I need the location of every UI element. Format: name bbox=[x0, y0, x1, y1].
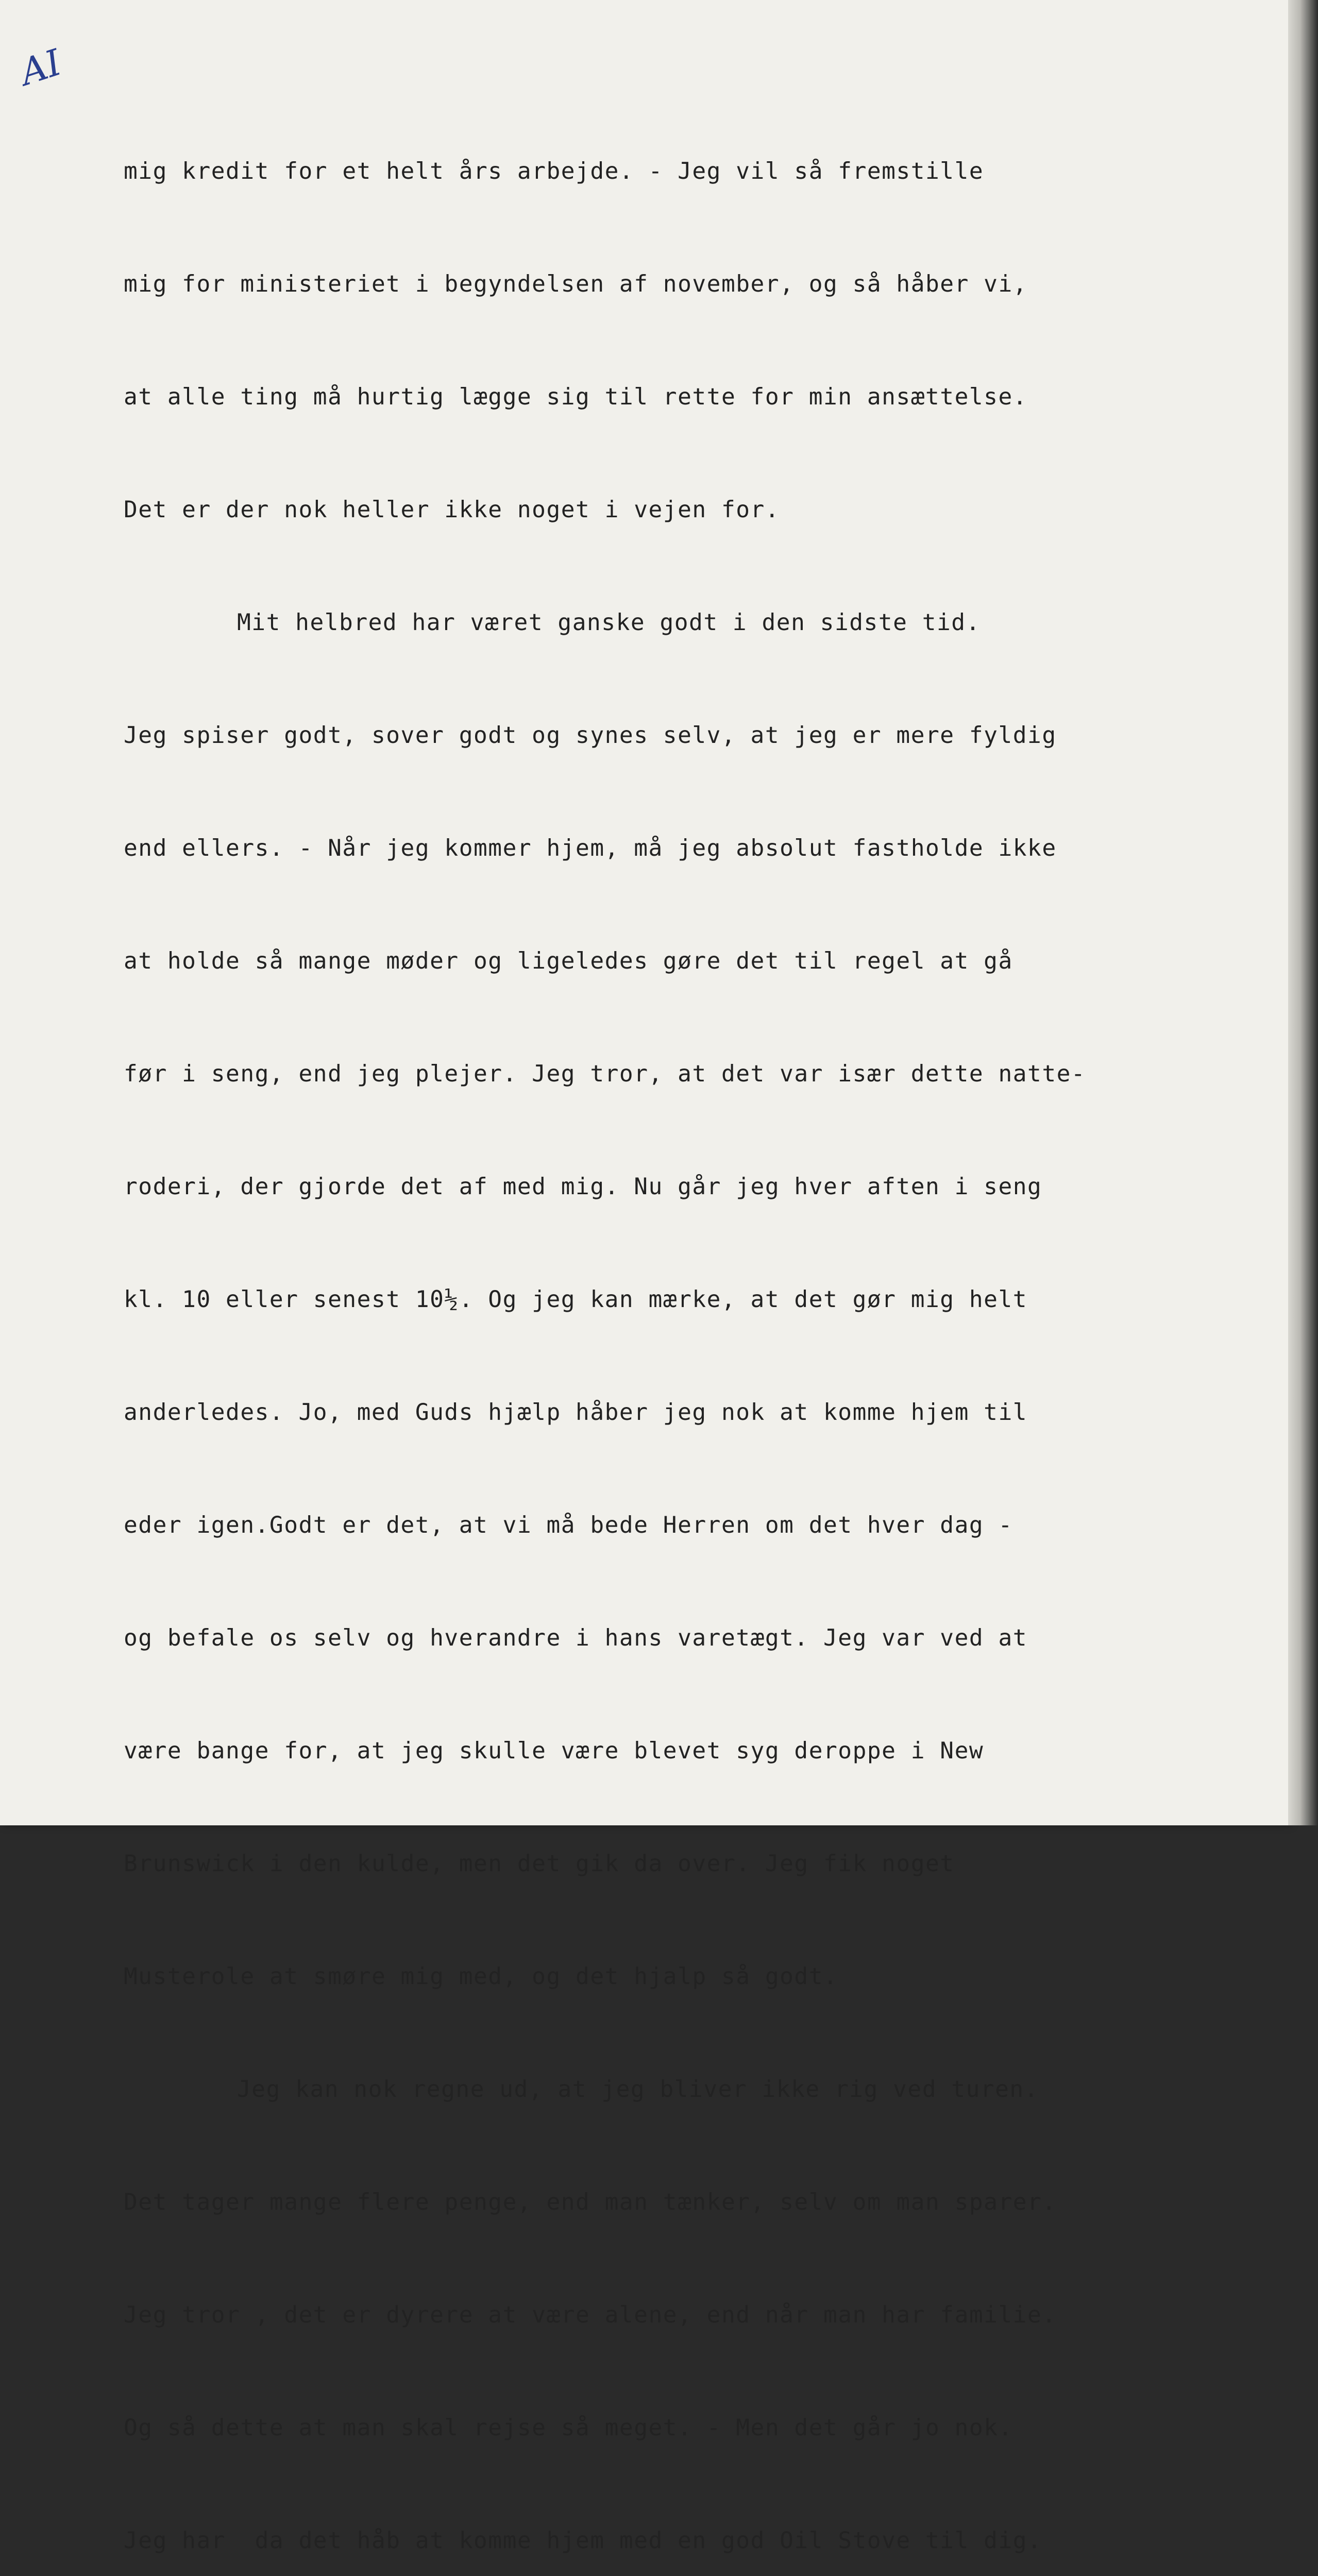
letter-line: anderledes. Jo, med Guds hjælp håber jeg nok at komme hjem til bbox=[124, 1399, 1028, 1426]
letter-line: Mit helbred har været ganske godt i den sidste tid. bbox=[237, 609, 981, 636]
letter-line: mig for ministeriet i begyndelsen af november, og så håber vi, bbox=[124, 271, 1028, 297]
letter-line: før i seng, end jeg plejer. Jeg tror, at det var især dette natte- bbox=[124, 1061, 1086, 1087]
letter-line: eder igen.Godt er det, at vi må bede Herren om det hver dag - bbox=[124, 1512, 1013, 1538]
letter-line: mig kredit for et helt års arbejde. - Jeg vil så fremstille bbox=[124, 158, 984, 184]
letter-line: og befale os selv og hverandre i hans varetægt. Jeg var ved at bbox=[124, 1625, 1028, 1651]
letter-line: Det er der nok heller ikke noget i vejen for. bbox=[124, 497, 780, 523]
letter-line: være bange for, at jeg skulle være blevet syg deroppe i New bbox=[124, 1738, 984, 1764]
letter-line: Jeg spiser godt, sover godt og synes selv, at jeg er mere fyldig bbox=[124, 722, 1057, 749]
letter-line: Jeg tror , det er dyrere at være alene, end når man har familie. bbox=[124, 2302, 1057, 2328]
letter-line: Musterole at smøre mig med, og det hjalp så godt. bbox=[124, 1963, 838, 1990]
letter-line: Brunswick i den kulde, men det gik da over. Jeg fik noget bbox=[124, 1851, 955, 1877]
page-edge bbox=[1288, 0, 1318, 1825]
letter-line: roderi, der gjorde det af med mig. Nu går jeg hver aften i seng bbox=[124, 1174, 1042, 1200]
letter-line: at alle ting må hurtig lægge sig til rette for min ansættelse. bbox=[124, 384, 1028, 410]
letter-line: at holde så mange møder og ligeledes gøre det til regel at gå bbox=[124, 948, 1013, 974]
letter-line: Det tager mange flere penge, end man tænker, selv om man sparer. bbox=[124, 2189, 1057, 2215]
letter-line: Jeg har da det håb at komme hjem med en god Oil Stove til dig. bbox=[124, 2528, 1042, 2554]
handwritten-annotation: AI bbox=[15, 41, 66, 94]
letter-line: kl. 10 eller senest 10½. Og jeg kan mærke, at det gør mig helt bbox=[124, 1286, 1028, 1313]
letter-line: Og så dette at man skal rejse så meget. - Men det går jo nok. bbox=[124, 2415, 1013, 2441]
letter-line: end ellers. - Når jeg kommer hjem, må jeg absolut fastholde ikke bbox=[124, 835, 1057, 861]
letter-body bbox=[124, 77, 1185, 2576]
letter-line: Jeg kan nok regne ud, at jeg bliver ikke rig ved turen. bbox=[237, 2076, 1039, 2103]
